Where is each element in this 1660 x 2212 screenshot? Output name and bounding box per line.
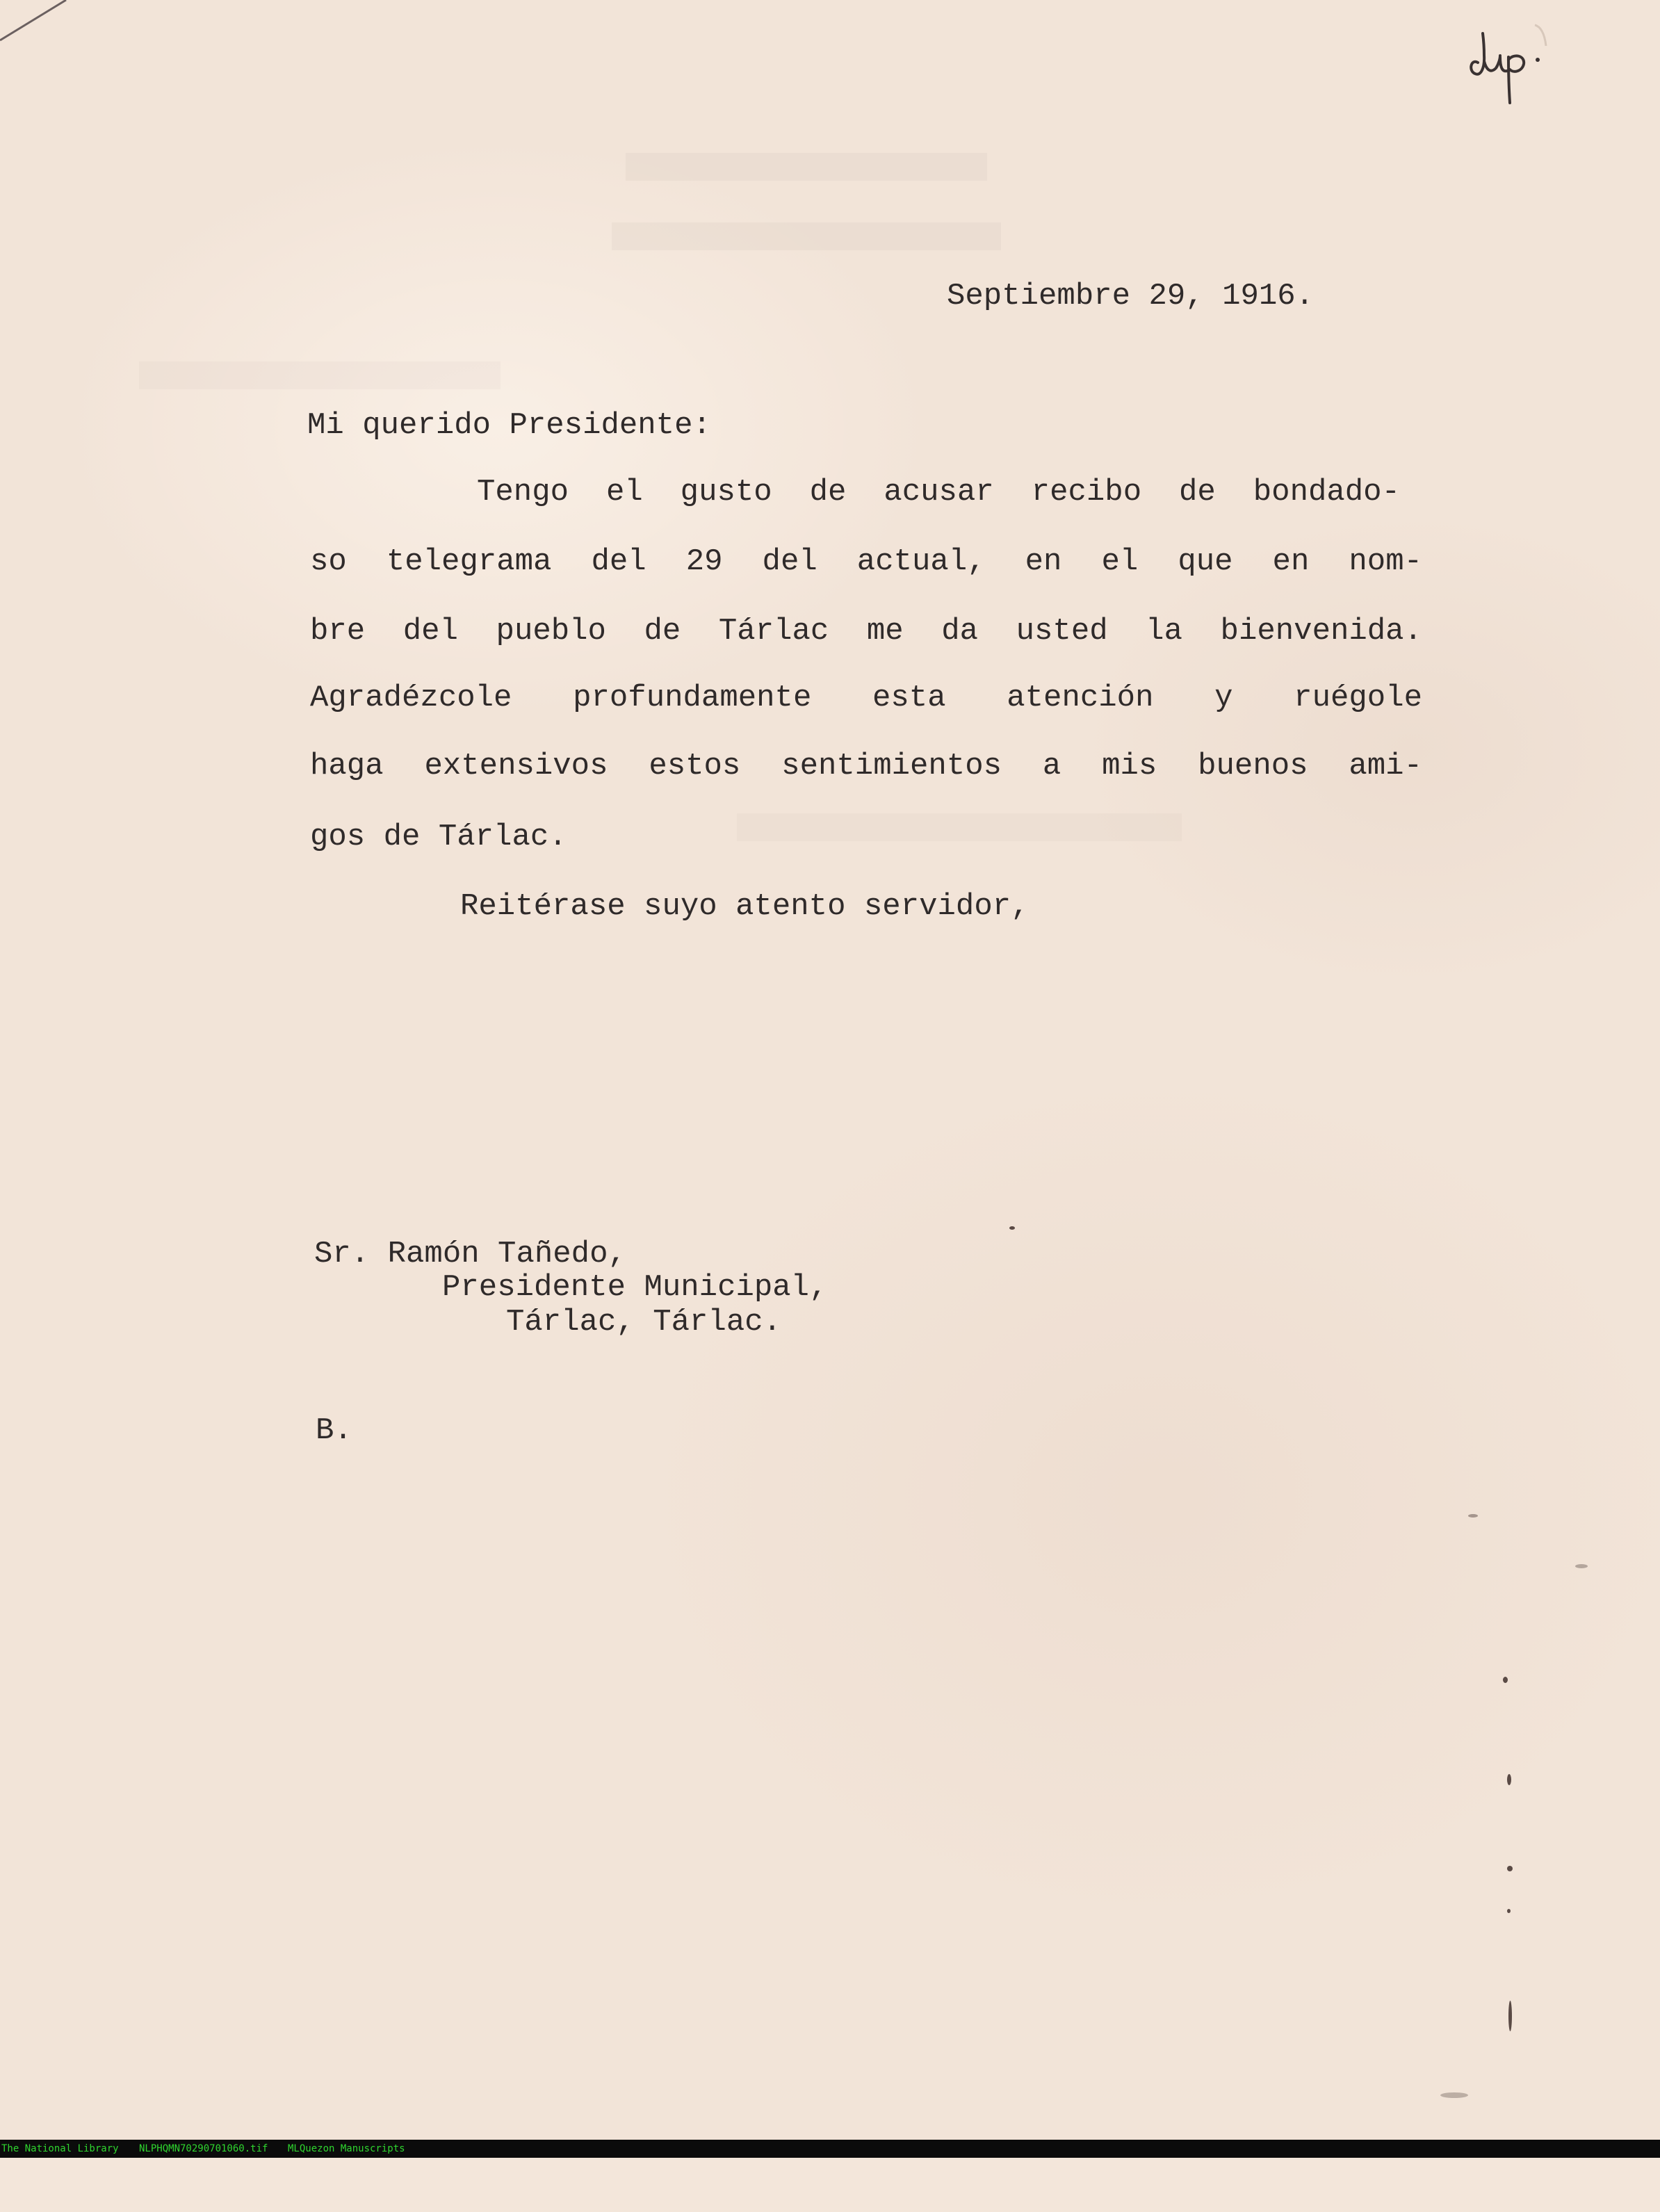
body-line-2: so telegrama del 29 del actual, en el que en nom- — [310, 544, 1422, 579]
recipient-title: Presidente Municipal, — [442, 1270, 828, 1305]
typist-initials: B. — [316, 1413, 352, 1448]
body-line-3: bre del pueblo de Tárlac me da usted la bienvenida. — [310, 614, 1422, 649]
show-through-shadow — [626, 153, 987, 181]
scan-speck — [1575, 1564, 1588, 1568]
show-through-shadow — [139, 361, 501, 389]
letter-salutation: Mi querido Presidente: — [307, 408, 711, 443]
footer-collection: MLQuezon Manuscripts — [288, 2143, 405, 2154]
letter-closing: Reitérase suyo atento servidor, — [460, 889, 1030, 924]
body-line-4: Agradézcole profundamente esta atención y ruégole — [310, 681, 1422, 715]
fold-corner-mark — [0, 0, 76, 49]
letter-date: Septiembre 29, 1916. — [947, 279, 1315, 314]
footer-institution: The National Library — [1, 2143, 119, 2154]
scan-speck — [1508, 2001, 1512, 2031]
handwritten-dup-note — [1465, 19, 1570, 110]
scan-speck — [1468, 1514, 1478, 1518]
body-line-1: Tengo el gusto de acusar recibo de bondado- — [477, 475, 1400, 510]
scan-footer-bar — [0, 2140, 1660, 2158]
show-through-shadow — [612, 222, 1001, 250]
scan-speck — [1507, 1774, 1511, 1785]
scan-speck — [1503, 1677, 1508, 1683]
scan-speck — [1440, 2092, 1468, 2098]
body-line-6: gos de Tárlac. — [310, 820, 567, 854]
recipient-name: Sr. Ramón Tañedo, — [314, 1237, 626, 1271]
recipient-place: Tárlac, Tárlac. — [506, 1305, 782, 1340]
footer-file-id: NLPHQMN70290701060.tif — [139, 2143, 268, 2154]
scan-speck — [1009, 1226, 1015, 1230]
scan-speck — [1507, 1866, 1513, 1871]
body-line-5: haga extensivos estos sentimientos a mis buenos ami- — [310, 749, 1422, 783]
scan-speck — [1507, 1909, 1511, 1913]
